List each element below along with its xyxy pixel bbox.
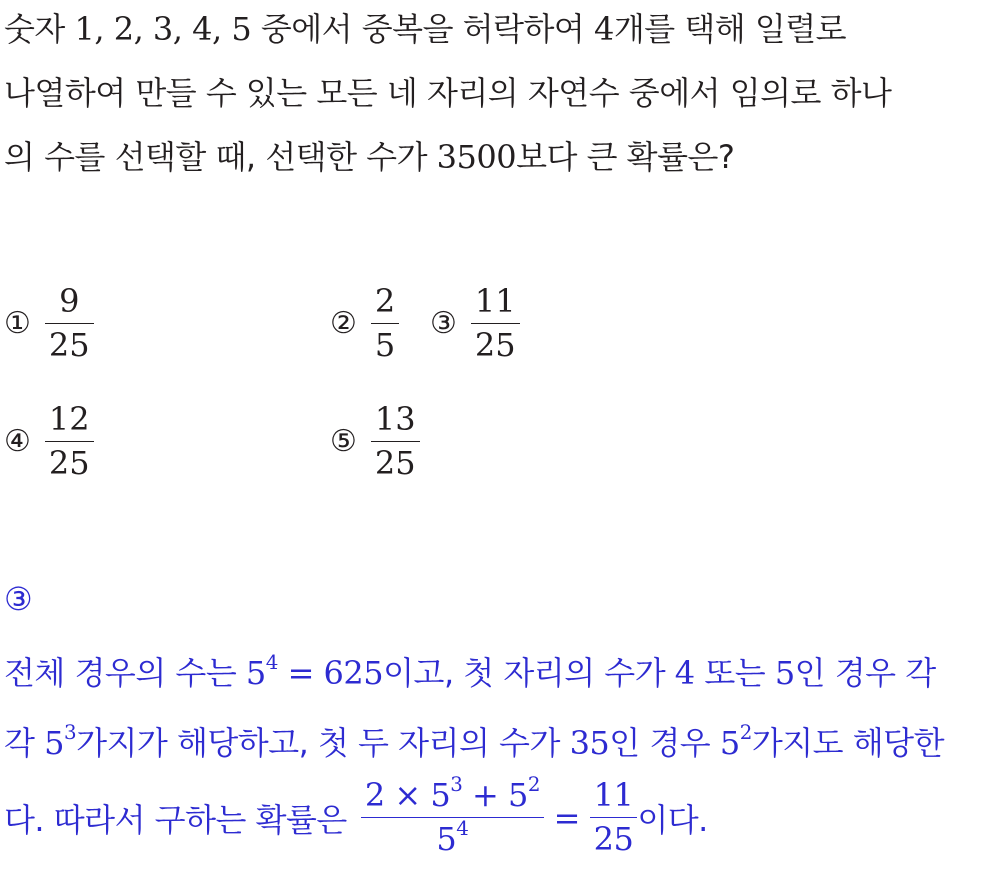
power-expression: $5^2$ [719, 721, 752, 762]
denominator: 25 [374, 444, 416, 483]
digit: 5 [774, 654, 795, 692]
answer-text: 각 [4, 724, 45, 762]
answer-text: 다. 따라서 구하는 확률은 [4, 800, 347, 839]
numerator: 2 [374, 282, 396, 320]
question-text: 보다 큰 확률은? [516, 138, 735, 176]
answer-text: 또는 [694, 654, 775, 692]
pick-count: 4 [593, 10, 614, 48]
choice-4-fraction [45, 402, 94, 481]
denominator: 25 [593, 820, 634, 859]
choice-4-mark: ④ [4, 424, 31, 460]
answer-text: 전체 경우의 수는 [4, 654, 246, 692]
question-line-3 [4, 132, 734, 178]
choice-5-fraction [371, 402, 420, 481]
answer-text: 가지가 해당하고, 첫 두 자리의 수가 [76, 724, 570, 762]
choice-2[interactable] [330, 284, 399, 363]
numerator: $2 \times 5^3 + 5^2$ [364, 773, 540, 814]
fraction-bar [371, 441, 420, 442]
answer-mark: ③ [4, 580, 33, 618]
threshold-number: 3500 [436, 138, 517, 176]
denominator: 25 [474, 326, 516, 365]
choice-1[interactable] [4, 284, 94, 363]
choice-5-mark: ⑤ [330, 424, 357, 460]
denominator: 25 [48, 444, 90, 483]
choice-2-mark: ② [330, 306, 357, 342]
answer-text: 이다. [637, 800, 708, 839]
question-line-1 [4, 4, 846, 50]
question-text: 중에서 중복을 허락하여 [251, 10, 594, 48]
denominator: 25 [48, 326, 90, 365]
choice-3[interactable] [430, 284, 520, 363]
question-text: 의 수를 선택할 때, 선택한 수가 [4, 138, 437, 176]
choice-5[interactable] [330, 402, 420, 481]
answer-line-2 [4, 718, 944, 764]
digit: 4 [674, 654, 695, 692]
choice-3-fraction [471, 284, 520, 363]
answer-line-1 [4, 648, 936, 694]
fraction-bar [590, 817, 638, 818]
question-text: 개를 택해 일렬로 [613, 10, 847, 48]
fraction-bar [361, 817, 544, 818]
question-text: 숫자 [4, 10, 75, 48]
choice-1-mark: ① [4, 306, 31, 342]
power-expression: $5^3$ [44, 721, 77, 762]
numerator: 11 [474, 282, 516, 320]
answer-text: 인 경우 [609, 724, 720, 762]
probability-expression-fraction [361, 773, 544, 859]
numerator: 13 [374, 400, 416, 438]
denominator: 5 [374, 326, 396, 365]
answer-text: 인 경우 각 [794, 654, 936, 692]
answer-line-3 [4, 773, 708, 859]
result-fraction [590, 778, 638, 857]
answer-text: 가지도 해당한 [751, 724, 945, 762]
fraction-bar [371, 323, 399, 324]
numerator: 9 [59, 282, 80, 320]
fraction-bar [45, 323, 94, 324]
fraction-bar [45, 441, 94, 442]
digit: 35 [569, 724, 610, 762]
digits-list: 1, 2, 3, 4, 5 [74, 10, 252, 48]
denominator: $5^4$ [436, 817, 469, 859]
question-line-2: 나열하여 만들 수 있는 모든 네 자리의 자연수 중에서 임의로 하나 [4, 74, 892, 112]
choice-3-mark: ③ [430, 306, 457, 342]
fraction-bar [471, 323, 520, 324]
answer-text: 이고, 첫 자리의 수가 [383, 654, 675, 692]
numerator: 12 [48, 400, 90, 438]
power-expression: $5^4 = 625$ [245, 651, 384, 692]
equals-sign: = [543, 798, 590, 837]
choice-2-fraction [371, 284, 399, 363]
choice-4[interactable] [4, 402, 94, 481]
numerator: 11 [593, 776, 634, 814]
choice-1-fraction [45, 284, 94, 363]
